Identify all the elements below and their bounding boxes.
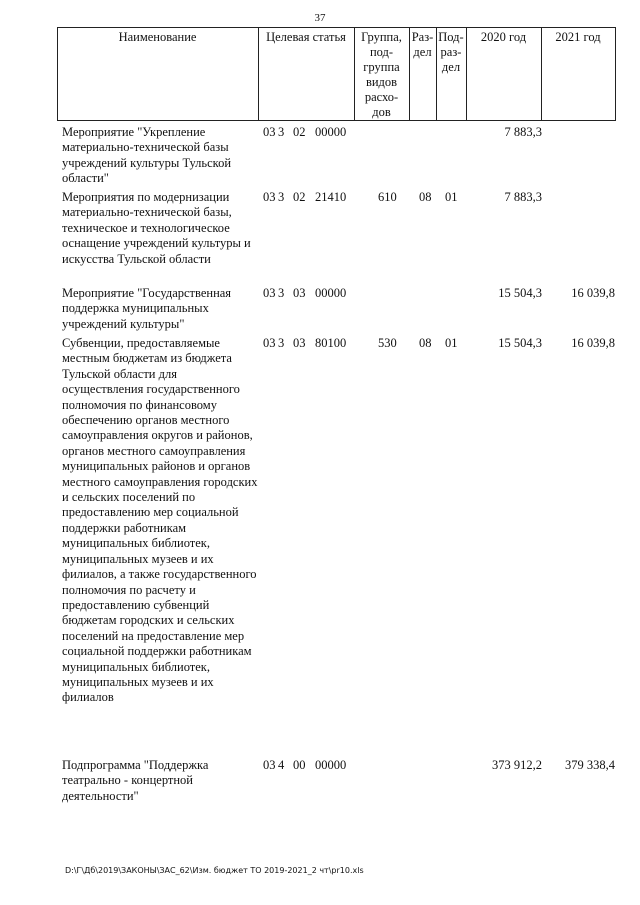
header-bottom-border [57,120,616,121]
row-group: 610 [378,190,397,204]
page-number: 37 [314,12,326,24]
header-target: Целевая статья [266,30,346,44]
row-target-code: 03 3 02 21410 [263,190,347,204]
row-name: Мероприятие "Укрепление материально-технической базы учреждений культуры Тульской области" [62,125,232,186]
header-group: Группа, под- группа видов расхо- дов [361,30,402,119]
row-name: Подпрограмма "Поддержка театрально - концертной деятельности" [62,758,209,803]
row-2020: 7 883,3 [504,190,542,204]
row-target-code: 03 3 03 00000 [263,286,347,300]
row-podrazdel: 01 [445,336,458,350]
row-2020: 7 883,3 [504,125,542,139]
header-top-border [57,27,616,28]
table-header [57,27,616,121]
row-target-code: 03 3 03 80100 [263,336,347,350]
header-razdel: Раз- дел [411,30,434,59]
row-name: Субвенции, предоставляемые местным бюджетам из бюджета Тульской области для осуществления государственного полномочия по финансовому обеспечению органов местного самоуправления округов и районов, органов местного самоуправления муниципальных районов и органов местного самоуправления городских и сельских поселений по предоставлению мер социальной поддержки работникам муниципальных библиотек, муниципальных музеев и их филиалов, а также государственного полномочия по расчету и предоставлению субвенций бюджетам городских и сельских поселений на предоставление мер социальной поддержки работникам муниципальных библиотек, муниципальных музеев и их филиалов [62,336,258,705]
row-name: Мероприятие "Государственная поддержка муниципальных учреждений культуры" [62,286,232,331]
header-podrazdel: Под- раз- дел [438,30,464,74]
row-podrazdel: 01 [445,190,458,204]
row-target-code: 03 3 02 00000 [263,125,347,139]
file-path-footer: D:\Г\Дб\2019\ЗАКОНЫ\ЗАС_62\Изм. бюджет ТО 2019-2021_2 чт\pr10.xls [65,866,364,875]
row-2020: 373 912,2 [492,758,542,772]
row-2020: 15 504,3 [498,336,542,350]
row-razdel: 08 [419,336,432,350]
row-name: Мероприятия по модернизации материально-технической базы, техническое и технологическое оснащение учреждений культуры и искусства Тульской области [62,190,251,266]
header-2021: 2021 год [555,30,601,44]
row-2021: 379 338,4 [565,758,615,772]
header-name: Наименование [118,30,197,44]
row-2021: 16 039,8 [571,336,615,350]
row-2021: 16 039,8 [571,286,615,300]
header-right-border [615,27,616,121]
header-2020: 2020 год [480,30,527,44]
row-razdel: 08 [419,190,432,204]
row-group: 530 [378,336,397,350]
row-2020: 15 504,3 [498,286,542,300]
row-target-code: 03 4 00 00000 [263,758,347,772]
